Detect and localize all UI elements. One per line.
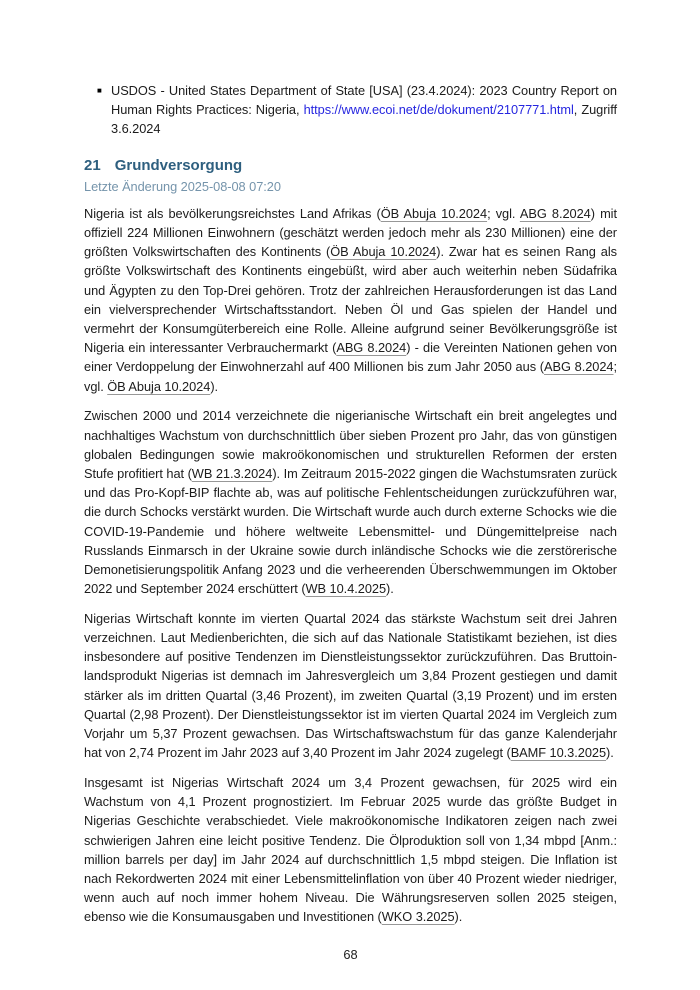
last-change-timestamp: Letzte Änderung 2025-08-08 07:20 (84, 178, 281, 194)
paragraph (84, 773, 617, 927)
source-list-item (97, 81, 617, 139)
citation-link[interactable]: ABG 8.2024 (336, 340, 407, 356)
paragraph (84, 204, 617, 396)
text-run: ). Im Zeitraum 2015-2022 gingen die Wachstumsraten zurück und das Pro-Kopf-BIP flachte ab, was auf politische Fehlentscheidungen zurückzuführen war, die durch Schocks verstärkt wurden. Die Wirtschaft wurde auch durch externe Schocks wie die COVID-19-Pandemie und höhere weltweite Lebensmittel- und Düngemittelpreise nach Russlands Einmarsch in der Ukraine sowie durch inländische Schocks wie die zerstörerische Demonetisierungspolitik Anfang 2023 und die verheerenden Überschwemmungen im Oktober 2022 und September 2024 erschüttert ( (84, 465, 617, 597)
citation-link[interactable]: WKO 3.2025 (381, 909, 455, 925)
text-run: ) mit offiziell 224 Millionen Einwohnern (geschätzt werden jedoch mehr als 230 Millionen) eine der größten Volkswirtschaften des Kontinents ( (84, 205, 617, 260)
text-run: Nigeria ist als bevölkerungsreichstes Land Afrikas ( (84, 205, 381, 221)
citation-link[interactable]: ÖB Abuja 10.2024 (107, 378, 211, 394)
citation-link[interactable]: ABG 8.2024 (519, 205, 591, 221)
ecoi-url-link[interactable]: https://www.ecoi.net/de/dokument/2107771.html (303, 102, 574, 118)
page-number: 68 (343, 946, 358, 962)
text-run: ). (606, 745, 614, 761)
section-heading (84, 156, 617, 175)
text-run: ; vgl. (487, 205, 520, 221)
citation-link[interactable]: ÖB Abuja 10.2024 (380, 205, 488, 221)
paragraph (84, 609, 617, 763)
citation-link[interactable]: WB 10.4.2025 (305, 581, 387, 597)
text-run: , Zugriff 3.6.2024 (111, 102, 618, 137)
text-run: Zwischen 2000 und 2014 verzeichnete die nigerianische Wirtschaft ein breit angelegtes und nachhaltiges Wachstum von durchschnittlich über sieben Prozent pro Jahr, das von günstigen globalen Bedingungen sowie makroökonomischen und strukturellen Reformen der ersten Stufe profitiert hat ( (84, 408, 617, 481)
citation-link[interactable]: WB 21.3.2024 (191, 465, 273, 481)
text-run: Nigerias Wirtschaft konnte im vierten Quartal 2024 das stärkste Wachstum seit drei Jahren verzeichnen. Laut Medienberichten, die sich auf das Nationale Statistikamt beziehen, ist dies insbesondere auf positive Tendenzen im Dienstleistungssektor zurückzuführen. Das Bruttoinlandsprodukt Nigerias ist demnach im Jahresvergleich um 3,84 Prozent gestiegen und damit stärker als im dritten Quartal (3,46 Prozent), im zweiten Quartal (3,19 Prozent) und im ersten Quartal (2,98 Prozent). Der Dienstleistungssektor ist im vierten Quartal 2024 im Vergleich zum Vorjahr um 5,37 Prozent gewachsen. Das Wirtschaftswachstum für das ganze Kalenderjahr hat von 2,74 Prozent im Jahr 2023 auf 3,40 Prozent im Jahr 2024 zugelegt ( (84, 610, 617, 761)
paragraph (84, 406, 617, 598)
citation-link[interactable]: BAMF 10.3.2025 (510, 745, 607, 761)
source-citation-text (111, 81, 617, 139)
text-run: ). (454, 909, 463, 925)
text-run: ). (386, 581, 394, 597)
text-run: ) - die Vereinten Nationen gehen von einer Verdoppelung der Einwohnerzahl auf 400 Millionen bis zum Jahr 2050 aus ( (84, 340, 617, 375)
section-title: Grundversorgung (114, 156, 243, 174)
bullet-square-icon: ■ (97, 86, 102, 95)
citation-link[interactable]: ABG 8.2024 (544, 359, 614, 375)
text-run: ). (210, 378, 219, 394)
citation-link[interactable]: ÖB Abuja 10.2024 (330, 244, 437, 260)
text-run: USDOS - United States Department of State [USA] (23.4.2024): 2023 Country Report on Human Rights Practices: Nigeria, (111, 83, 617, 118)
section-number: 21 (84, 156, 101, 174)
text-run: ). Zwar hat es seinen Rang als größte Volkswirtschaft des Kontinents eingebüßt, wird aber auch weiterhin neben Südafrika und Ägypten zu den Top-Drei gehören. Trotz der zahlreichen Herausforderungen ist das Land ein vielversprechender Wirtschaftsstandort. Neben Öl und Gas spielen der Handel und vermehrt der Konsumgüterbereich eine Rolle. Alleine aufgrund seiner Bevölkerungsgröße ist Nigeria ein interessanter Verbrauchermarkt ( (84, 244, 617, 356)
text-run: ; vgl. (84, 359, 617, 394)
text-run: Insgesamt ist Nigerias Wirtschaft 2024 um 3,4 Prozent gewachsen, für 2025 wird ein Wachstum von 4,1 Prozent prognostiziert. Im Februar 2025 wurde das größte Budget in Nigerias Geschichte verabschiedet. Viele makroökonomische Indikatoren zeigen nach zwei schwierigen Jahren eine leicht positive Tendenz. Die Ölproduktion soll von 1,34 mbpd [Anm.: million barrels per day] im Jahr 2024 auf durchschnittlich 1,5 mbpd steigen. Die Inflation ist nach Rekordwerten 2024 mit einer Lebensmittelinflation von über 40 Prozent wieder niedriger, wenn auch auf noch immer hohem Niveau. Die Währungsreserven sollen 2025 steigen, ebenso wie die Konsumausgaben und Investitionen ( (84, 775, 617, 925)
section-body (84, 204, 617, 927)
